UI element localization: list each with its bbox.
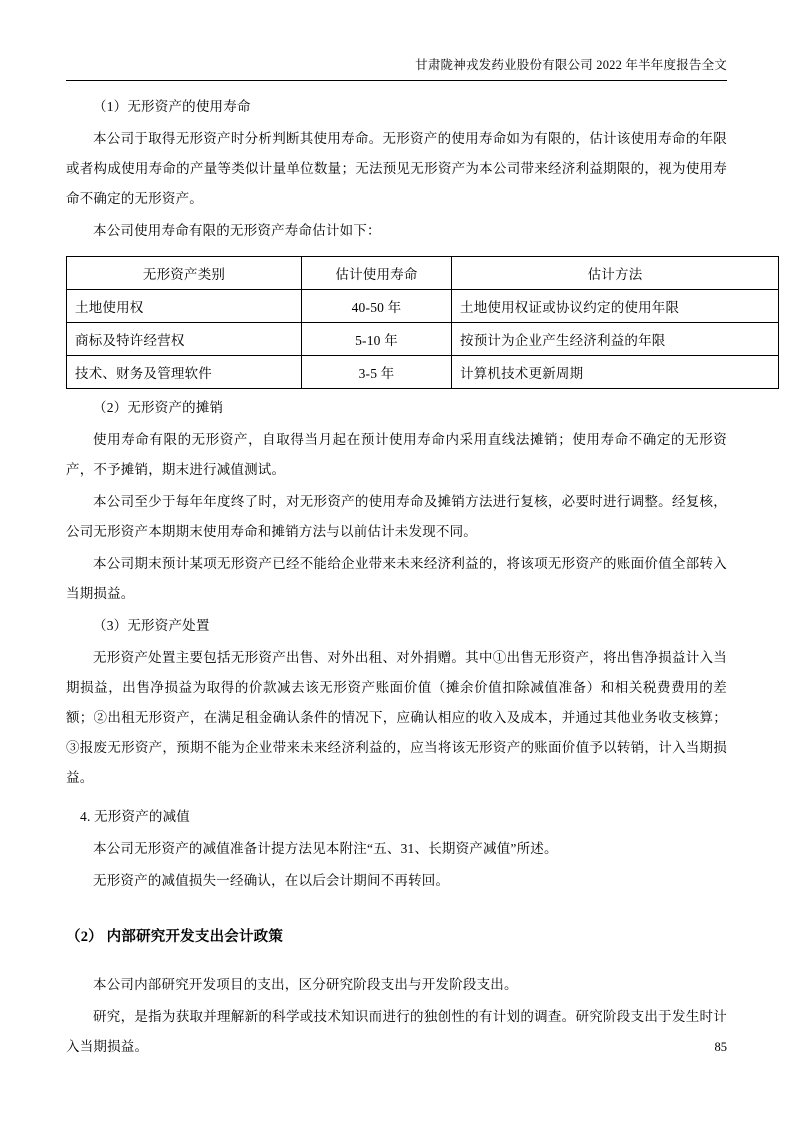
paragraph-useful-life: 本公司于取得无形资产时分析判断其使用寿命。无形资产的使用寿命如为有限的，估计该使用寿命的年限或者构成使用寿命的产量等类似计量单位数量；无法预见无形资产为本公司带来经济利益期限的，视为使用寿命不确定的无形资产。 — [66, 131, 727, 206]
paragraph-impairment-no-reversal: 无形资产的减值损失一经确认，在以后会计期间不再转回。 — [93, 873, 450, 888]
cell-category: 土地使用权 — [67, 290, 302, 323]
paragraph-research-definition: 研究，是指为获取并理解新的科学或技术知识而进行的独创性的有计划的调查。研究阶段支出于发生时计入当期损益。 — [66, 1009, 727, 1054]
paragraph-table-intro: 本公司使用寿命有限的无形资产寿命估计如下： — [93, 223, 381, 238]
cell-category: 技术、财务及管理软件 — [67, 356, 302, 389]
paragraph-annual-review: 本公司至少于每年年度终了时，对无形资产的使用寿命及摊销方法进行复核，必要时进行调整。经复核，公司无形资产本期期末使用寿命和摊销方法与以前估计未发现不同。 — [66, 494, 727, 539]
page-number: 85 — [714, 1040, 727, 1054]
paragraph-amortization: 使用寿命有限的无形资产，自取得当月起在预计使用寿命内采用直线法摊销；使用寿命不确定的无形资产，不予摊销，期末进行减值测试。 — [66, 432, 727, 477]
table-header-useful-life: 估计使用寿命 — [302, 257, 452, 290]
table-row — [67, 323, 779, 356]
paragraph-disposal: 无形资产处置主要包括无形资产出售、对外出租、对外捐赠。其中①出售无形资产，将出售净损益计入当期损益，出售净损益为取得的价款减去该无形资产账面价值（摊余价值扣除减值准备）和相关税费费用的差额；②出租无形资产，在满足租金确认条件的情况下，应确认相应的收入及成本，并通过其他业务收支核算；③报废无形资产，预期不能为企业带来未来经济利益的，应当将该无形资产的账面价值予以转销，计入当期损益。 — [66, 650, 727, 785]
section-heading-wrap — [66, 922, 727, 952]
cell-method: 计算机技术更新周期 — [452, 356, 779, 389]
section-title-rd-policy: （2） 内部研究开发支出会计政策 — [66, 929, 284, 945]
cell-useful-life: 40-50 年 — [302, 290, 452, 323]
page-footer — [66, 1040, 727, 1055]
paragraph-rd-split: 本公司内部研究开发项目的支出，区分研究阶段支出与开发阶段支出。 — [93, 977, 518, 992]
header-title: 甘肃陇神戎发药业股份有限公司 2022 年半年度报告全文 — [415, 58, 727, 72]
cell-useful-life: 5-10 年 — [302, 323, 452, 356]
table-header-category: 无形资产类别 — [67, 257, 302, 290]
cell-method: 按预计为企业产生经济利益的年限 — [452, 323, 779, 356]
page-content — [66, 92, 727, 1062]
heading-intangible-disposal: （3）无形资产处置 — [93, 618, 210, 633]
cell-useful-life: 3-5 年 — [302, 356, 452, 389]
paragraph-impairment-method: 本公司无形资产的减值准备计提方法见本附注“五、31、长期资产减值”所述。 — [93, 841, 558, 856]
cell-method: 土地使用权证或协议约定的使用年限 — [452, 290, 779, 323]
table-header-method: 估计方法 — [452, 257, 779, 290]
paragraph-no-future-benefit: 本公司期末预计某项无形资产已经不能给企业带来未来经济利益的，将该项无形资产的账面价值全部转入当期损益。 — [66, 556, 727, 601]
heading-intangible-amortization: （2）无形资产的摊销 — [93, 400, 224, 415]
heading-intangible-impairment: 4. 无形资产的减值 — [80, 809, 190, 824]
table-row — [67, 290, 779, 323]
cell-category: 商标及特许经营权 — [67, 323, 302, 356]
table-header-row — [67, 257, 779, 290]
page-header — [66, 56, 727, 82]
heading-intangible-useful-life: （1）无形资产的使用寿命 — [93, 99, 251, 114]
table-row — [67, 356, 779, 389]
header-divider — [66, 80, 727, 81]
intangible-assets-useful-life-table — [66, 256, 779, 389]
